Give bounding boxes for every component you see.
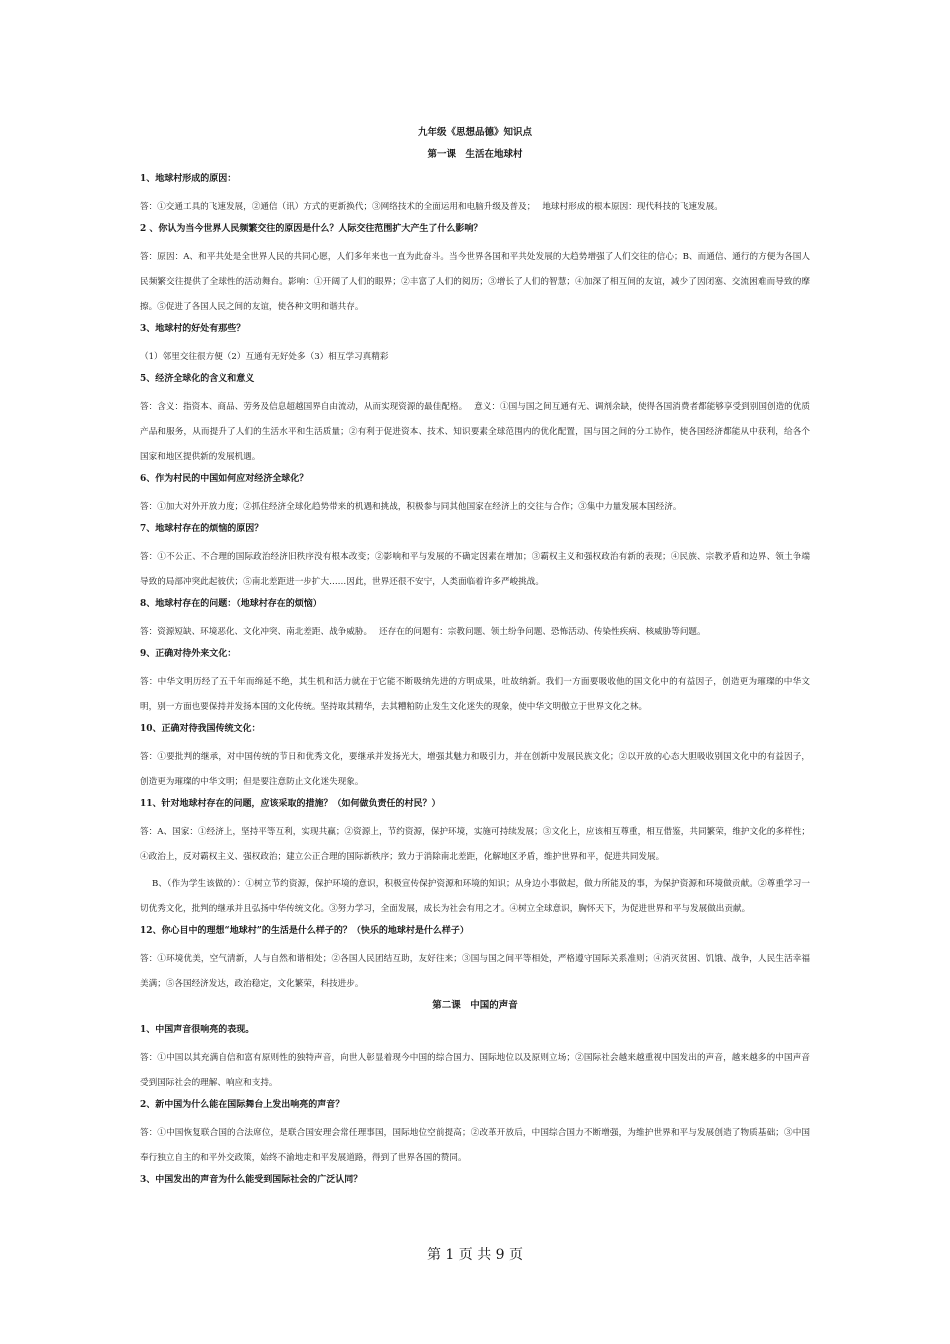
answer-11-b: B、（作为学生该做的）：①树立节约资源，保护环境的意识，积极宣传保护资源和环境的知识；从身边小事做起，做力所能及的事，为保护资源和环境做贡献。②尊重学习一切优秀文化，批判的继承并且弘扬中华传统文化。③努力学习，全面发展，成长为社会有用之才。④树立全球意识，胸怀天下，为促进世界和平与发展做出贡献。 <box>140 879 810 914</box>
lesson-1-title: 第一课 生活在地球村 <box>427 149 523 160</box>
answer-9: 答：中华文明历经了五千年而绵延不绝，其生机和活力就在于它能不断吸纳先进的方明成果，吐故纳新。我们一方面要吸收他的国文化中的有益因子，创造更为璀璨的中华文明，别一方面也要保持并发扬本国的文化传统。坚持取其精华，去其糟粕防止发生文化迷失的现象，使中华文明傲立于世界文化之林。 <box>140 677 810 712</box>
question-9: 9、正确对待外来文化： <box>140 649 237 659</box>
question-3: 3、地球村的好处有那些？ <box>140 324 246 334</box>
answer-1: 答：①交通工具的飞速发展，②通信（讯）方式的更新换代；③网络技术的全面运用和电脑升级及普及； 地球村形成的根本原因：现代科技的飞速发展。 <box>140 202 723 212</box>
answer-8: 答：资源短缺、环境恶化、文化冲突、南北差距、战争威胁。 还存在的问题有：宗教问题、领土纷争问题、恐怖活动、传染性疾病、核威胁等问题。 <box>140 627 706 637</box>
page-footer: 第 1 页 共 9 页 <box>426 1247 524 1263</box>
document-page <box>140 126 810 1196</box>
answer-5: 答：含义：指资本、商品、劳务及信息超越国界自由流动，从而实现资源的最佳配格。 意义：①国与国之间互通有无、调剂余缺，使得各国消费者都能够享受到别国创造的优质产品和服务，从而提升了人们的生活水平和生活质量；②有利于促进资本、技术、知识要素全球范围内的优化配置，国与国之间的分工协作，使各国经济都能从中获利，给各个国家和地区提供新的发展机遇。 <box>140 402 810 462</box>
answer-7: 答：①不公正、不合理的国际政治经济旧秩序没有根本改变；②影响和平与发展的不确定因素在增加；③霸权主义和强权政治有新的表现；④民族、宗教矛盾和边界、领土争端导致的局部冲突此起彼伏；⑤南北差距进一步扩大……因此，世界还很不安宁，人类面临着许多严峻挑战。 <box>140 552 810 587</box>
question-6: 6、作为村民的中国如何应对经济全球化？ <box>140 474 309 484</box>
lesson-2-answer-2: 答：①中国恢复联合国的合法席位，是联合国安理会常任理事国，国际地位空前提高；②改革开放后，中国综合国力不断增强，为维护世界和平与发展创造了物质基础；③中国奉行独立自主的和平外交政策，始终不渝地走和平发展道路，得到了世界各国的赞同。 <box>140 1128 810 1163</box>
question-5: 5、经济全球化的含义和意义 <box>140 374 255 384</box>
lesson-2-question-1: 1、中国声音很响亮的表现。 <box>140 1025 255 1035</box>
answer-11-a: 答：A、国家：①经济上，坚持平等互利，实现共赢；②资源上，节约资源，保护环境，实施可持续发展；③文化上，应该相互尊重，相互借鉴，共同繁荣，维护文化的多样性；④政治上，反对霸权主义、强权政治；建立公正合理的国际新秩序；致力于消除南北差距，化解地区矛盾，维护世界和平，促进共同发展。 <box>140 827 810 862</box>
question-12: 12、你心目中的理想“地球村”的生活是什么样子的？（快乐的地球村是什么样子） <box>140 926 469 936</box>
lesson-2-question-3: 3、中国发出的声音为什么能受到国际社会的广泛认同？ <box>140 1175 363 1185</box>
answer-12: 答：①环境优美，空气清新，人与自然和谐相处；②各国人民团结互助，友好往来；③国与国之间平等相处，严格遵守国际关系准则；④消灭贫困、饥饿、战争，人民生活幸福美满；⑤各国经济发达，政治稳定，文化繁荣，科技进步。 <box>140 954 810 989</box>
question-1: 1、地球村形成的原因： <box>140 174 237 184</box>
question-11: 11、针对地球村存在的问题，应该采取的措施？（如何做负责任的村民？） <box>140 799 441 809</box>
lesson-2-answer-1: 答：①中国以其充满自信和富有原则性的独特声音，向世人彰显着现今中国的综合国力、国际地位以及原则立场；②国际社会越来越重视中国发出的声音，越来越多的中国声音受到国际社会的理解、响应和支持。 <box>140 1053 810 1088</box>
answer-10: 答：①要批判的继承，对中国传统的节日和优秀文化，要继承并发扬光大，增强其魅力和吸引力，并在创新中发展民族文化；②以开放的心态大胆吸收别国文化中的有益因子，创造更为璀璨的中华文明；但是要注意防止文化迷失现象。 <box>140 752 810 787</box>
question-10: 10、正确对待我国传统文化： <box>140 724 261 734</box>
question-2: 2 、你认为当今世界人民频繁交往的原因是什么？人际交往范围扩大产生了什么影响？ <box>140 224 483 234</box>
answer-2: 答：原因：A、和平共处是全世界人民的共同心愿，人们多年来也一直为此奋斗。当今世界各国和平共处发展的大趋势增强了人们交往的信心；B、而通信、通行的方便为各国人民频繁交往提供了全球性的活动舞台。影响：①开阔了人们的眼界；②丰富了人们的阅历；③增长了人们的智慧；④加深了相互间的友谊，减少了因闭塞、交流困难而导致的摩擦。⑤促进了各国人民之间的友谊，使各种文明和谐共存。 <box>140 252 810 312</box>
lesson-2-question-2: 2、新中国为什么能在国际舞台上发出响亮的声音？ <box>140 1100 345 1110</box>
answer-3: （1）邻里交往很方便（2）互通有无好处多（3）相互学习真精彩 <box>140 352 389 362</box>
lesson-2-title: 第二课 中国的声音 <box>432 1000 518 1011</box>
question-7: 7、地球村存在的烦恼的原因？ <box>140 524 264 534</box>
document-title: 九年级《思想品德》知识点 <box>417 127 532 138</box>
answer-6: 答：①加大对外开放力度；②抓住经济全球化趋势带来的机遇和挑战，积极参与同其他国家在经济上的交往与合作；③集中力量发展本国经济。 <box>140 502 682 512</box>
question-8: 8、地球村存在的问题：（地球村存在的烦恼） <box>140 599 322 609</box>
